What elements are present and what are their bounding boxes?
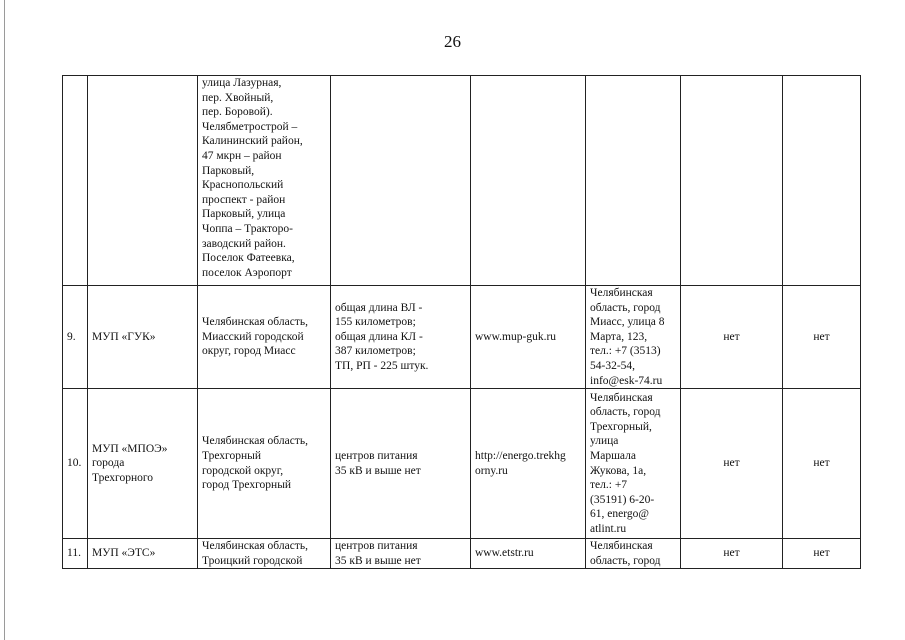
contacts-cell-line: Челябинская — [590, 391, 653, 404]
territory-cell — [198, 389, 331, 539]
organization-name-cell — [88, 389, 198, 539]
facilities-cell-line: 35 кВ и выше нет — [335, 464, 421, 477]
organization-name-cell-line: Трехгорного — [92, 471, 154, 484]
facilities-cell — [331, 76, 471, 286]
website-cell-line: www.etstr.ru — [475, 547, 534, 560]
website-cell — [471, 76, 586, 286]
contacts-cell-line: 54-32-54, — [590, 359, 636, 372]
organization-name-cell-line: города — [92, 457, 125, 470]
facilities-cell-line: общая длина КЛ - — [335, 330, 423, 343]
territory-cell-line: Краснопольский — [202, 179, 284, 192]
territory-cell — [198, 76, 331, 286]
column-8-cell: нет — [783, 286, 861, 389]
column-7-cell: нет — [681, 286, 783, 389]
contacts-cell-line: Челябинская — [590, 540, 653, 553]
contacts-cell-line: (35191) 6-20- — [590, 493, 655, 506]
facilities-cell-line: центров питания — [335, 540, 418, 553]
territory-cell-line: Калининский район, — [202, 135, 303, 148]
territory-cell-line: проспект - район — [202, 193, 286, 206]
facilities-cell — [331, 286, 471, 389]
column-8-cell: нет — [783, 389, 861, 539]
territory-cell-line: Поселок Фатеевка, — [202, 252, 295, 265]
contacts-cell-line: Миасс, улица 8 — [590, 316, 665, 329]
contacts-cell-line: улица — [590, 435, 619, 448]
table-row — [63, 76, 861, 286]
contacts-cell-line: тел.: +7 — [590, 479, 628, 492]
contacts-cell-line: Челябинская — [590, 287, 653, 299]
row-number-cell: 10. — [63, 389, 88, 539]
row-number-cell — [63, 76, 88, 286]
contacts-cell-line: info@esk-74.ru — [590, 374, 663, 387]
territory-cell-line: Челябметрострой – — [202, 120, 298, 133]
facilities-cell — [331, 389, 471, 539]
organization-name-cell-line: МУП «ГУК» — [92, 330, 156, 343]
contacts-cell — [586, 76, 681, 286]
column-8-cell: нет — [783, 539, 861, 569]
organization-name-cell — [88, 76, 198, 286]
table-row — [63, 389, 861, 539]
territory-cell-line: Троицкий городской — [202, 554, 303, 567]
contacts-cell — [586, 389, 681, 539]
contacts-cell-line: область, город — [590, 406, 661, 419]
territory-cell-line: 47 мкрн – район — [202, 149, 282, 162]
contacts-cell-line: 61, energo@ — [590, 508, 649, 521]
website-cell-line: orny.ru — [475, 464, 508, 477]
page-number: 26 — [444, 32, 461, 51]
territory-cell-line: Челябинская область, — [202, 540, 308, 553]
territory-cell-line: поселок Аэропорт — [202, 266, 292, 279]
territory-cell — [198, 286, 331, 389]
facilities-cell-line: 155 километров; — [335, 316, 416, 329]
website-cell-line: http://energo.trekhg — [475, 450, 566, 463]
contacts-cell-line: Жукова, 1а, — [590, 464, 647, 477]
website-cell-line: www.mup-guk.ru — [475, 330, 557, 343]
territory-cell-line: Чоппа – Тракторо- — [202, 222, 293, 235]
territory-cell-line: заводский район. — [202, 237, 286, 250]
territory-cell-line: Челябинская область, — [202, 316, 308, 329]
contacts-cell-line: область, город — [590, 301, 661, 314]
row-number-cell: 9. — [63, 286, 88, 389]
territory-cell-line: Парковый, улица — [202, 208, 286, 221]
contacts-cell-line: Трехгорный, — [590, 420, 652, 433]
website-cell — [471, 286, 586, 389]
website-cell — [471, 389, 586, 539]
territory-cell-line: пер. Боровой). — [202, 106, 273, 119]
organization-name-cell — [88, 539, 198, 569]
contacts-cell-line: atlint.ru — [590, 523, 627, 536]
territory-cell-line: Миасский городской — [202, 330, 304, 343]
facilities-cell — [331, 539, 471, 569]
territory-cell-line: город Трехгорный — [202, 479, 292, 492]
contacts-cell-line: тел.: +7 (3513) — [590, 345, 661, 358]
page-edge-line — [4, 0, 5, 640]
contacts-cell-line: Марта, 123, — [590, 330, 648, 343]
territory-cell-line: Парковый, — [202, 164, 255, 177]
table-row — [63, 286, 861, 389]
organizations-table — [62, 75, 861, 569]
organization-name-cell-line: МУП «МПОЭ» — [92, 442, 168, 455]
organization-name-cell-line: МУП «ЭТС» — [92, 547, 156, 560]
contacts-cell-line: область, город — [590, 554, 661, 567]
table-row — [63, 539, 861, 569]
website-cell — [471, 539, 586, 569]
territory-cell — [198, 539, 331, 569]
row-number-cell: 11. — [63, 539, 88, 569]
facilities-cell-line: 387 километров; — [335, 345, 416, 358]
contacts-cell-line: Маршала — [590, 450, 636, 463]
facilities-cell-line: центров питания — [335, 450, 418, 463]
column-7-cell: нет — [681, 539, 783, 569]
territory-cell-line: Трехгорный — [202, 450, 262, 463]
organization-name-cell — [88, 286, 198, 389]
territory-cell-line: пер. Хвойный, — [202, 91, 274, 104]
territory-cell-line: Челябинская область, — [202, 435, 308, 448]
contacts-cell — [586, 539, 681, 569]
territory-cell-line: округ, город Миасс — [202, 345, 296, 358]
column-7-cell — [681, 76, 783, 286]
contacts-cell — [586, 286, 681, 389]
column-7-cell: нет — [681, 389, 783, 539]
facilities-cell-line: ТП, РП - 225 штук. — [335, 359, 429, 372]
column-8-cell — [783, 76, 861, 286]
territory-cell-line: улица Лазурная, — [202, 77, 282, 89]
facilities-cell-line: общая длина ВЛ - — [335, 301, 423, 314]
table-body — [63, 76, 861, 569]
territory-cell-line: городской округ, — [202, 464, 284, 477]
facilities-cell-line: 35 кВ и выше нет — [335, 554, 421, 567]
